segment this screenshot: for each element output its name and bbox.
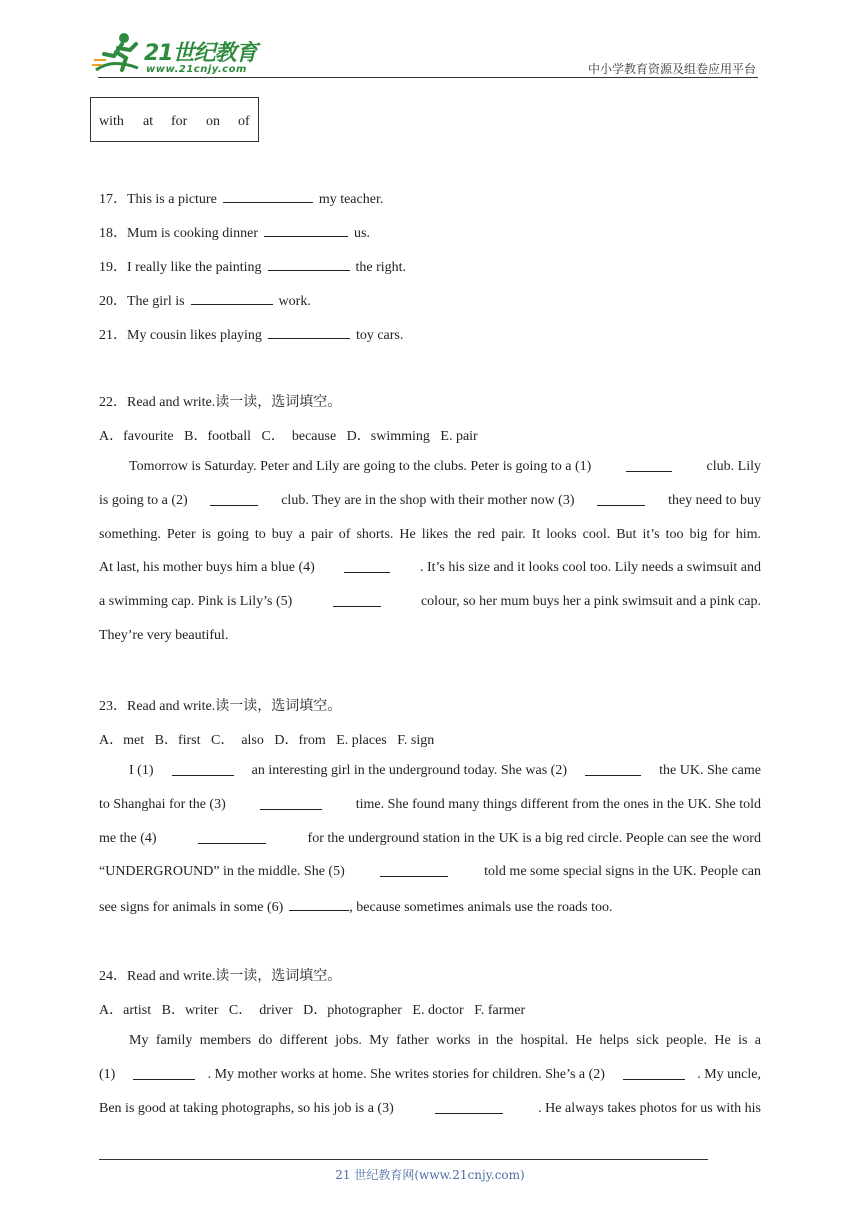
passage-text: colour, so her mum buys her a pink swimsuit and a pink cap. [420,594,761,609]
passage-text: an interesting girl in the underground today. She was (2) [251,763,567,778]
passage-text: At last, his mother buys him a blue (4) [99,560,315,575]
question-22-line-6: They’re very beautiful. [99,628,229,643]
answer-blank[interactable] [585,763,641,776]
passage-text: “UNDERGROUND” in the middle. She (5) [99,864,345,879]
question-text: work. [278,294,311,309]
answer-blank[interactable] [264,224,348,237]
passage-text: . He always takes photos for us with his [538,1101,761,1116]
question-21 [99,324,403,344]
answer-blank[interactable] [380,864,448,877]
question-23-line-3 [99,831,761,847]
passage-text: see signs for animals in some (6) [99,900,284,915]
question-23-line-1 [129,763,761,779]
question-23-options: A．met B．first C． also D．from E. places F. sign [99,733,435,748]
question-text: the right. [355,260,407,275]
question-22-line-1 [129,459,761,475]
question-number: 18． [99,226,127,241]
question-20 [99,290,311,310]
answer-blank[interactable] [435,1101,503,1114]
passage-text: told me some special signs in the UK. People can [484,864,761,879]
passage-text: for the underground station in the UK is a big red circle. People can see the word [307,831,761,846]
answer-blank[interactable] [333,594,381,607]
answer-blank[interactable] [623,1067,685,1080]
question-24-line-3 [99,1101,761,1117]
question-23-line-4 [99,864,761,880]
question-number: 19． [99,260,127,275]
question-text: us. [354,226,370,241]
passage-text: (1) [99,1067,116,1082]
answer-blank[interactable] [289,898,349,911]
question-text: my teacher. [318,192,384,207]
word-bank-box [90,97,259,142]
word-bank-item: with [99,114,124,129]
question-22-line-5 [99,594,761,610]
passage-text: , because sometimes animals use the roads too. [349,900,613,915]
passage-text: a swimming cap. Pink is Lily’s (5) [99,594,293,609]
question-18 [99,222,370,242]
answer-blank[interactable] [198,831,266,844]
question-text: Mum is cooking dinner [127,226,259,241]
question-22-title: 22．Read and write.读一读，选词填空。 [99,395,342,410]
answer-blank[interactable] [268,258,350,271]
passage-text: they need to buy [668,493,761,508]
question-22-options: A．favourite B．football C． because D．swimming E. pair [99,429,478,444]
logo-title: 21世纪教育 [144,41,257,66]
word-bank-item: for [171,114,188,129]
answer-blank[interactable] [223,190,313,203]
header-divider [98,77,758,78]
question-23-line-2 [99,797,761,813]
passage-text: time. She found many things different from the ones in the UK. She told [355,797,761,812]
passage-text: . My uncle, [697,1067,761,1082]
answer-blank[interactable] [210,493,258,506]
answer-blank[interactable] [344,560,390,573]
passage-text: . My mother works at home. She writes stories for children. She’s a (2) [207,1067,605,1082]
word-bank-item: at [143,114,154,129]
passage-text: me the (4) [99,831,157,846]
passage-text: Tomorrow is Saturday. Peter and Lily are going to the clubs. Peter is going to a (1) [129,459,592,474]
question-text: toy cars. [355,328,404,343]
question-22-line-3: something. Peter is going to buy a pair of shorts. He likes the red pair. It looks cool. But it’s too big for him. [99,527,761,542]
question-text: This is a picture [127,192,217,207]
passage-text: club. They are in the shop with their mother now (3) [281,493,575,508]
question-24-line-2 [99,1067,761,1083]
question-24-line-1: My family members do different jobs. My father works in the hospital. He helps sick people. He is a [129,1033,761,1048]
footer-link[interactable]: 21 世纪教育网(www.21cnjy.com) [335,1168,525,1182]
logo-url: www.21cnjy.com [146,64,247,75]
passage-text: Ben is good at taking photographs, so his job is a (3) [99,1101,394,1116]
answer-blank[interactable] [260,797,322,810]
question-22-line-4 [99,560,761,576]
header-platform-text: 中小学教育资源及组卷应用平台 [587,62,756,76]
site-logo [92,30,267,78]
question-number: 17． [99,192,127,207]
question-17 [99,188,383,208]
word-bank-item: on [206,114,220,129]
question-text: The girl is [127,294,185,309]
word-bank-item: of [238,114,250,129]
question-24-options: A．artist B．writer C． driver D．photographer E. doctor F. farmer [99,1003,526,1018]
runner-logo-icon [92,30,144,78]
question-19 [99,256,406,276]
answer-blank[interactable] [268,326,350,339]
question-24-title: 24．Read and write.读一读，选词填空。 [99,969,342,984]
answer-blank[interactable] [626,459,672,472]
passage-text: club. Lily [706,459,761,474]
question-number: 20． [99,294,127,309]
question-text: I really like the painting [127,260,262,275]
question-23-title: 23．Read and write.读一读，选词填空。 [99,699,342,714]
passage-text: the UK. She came [659,763,761,778]
question-number: 21． [99,328,127,343]
answer-blank[interactable] [172,763,234,776]
passage-text: to Shanghai for the (3) [99,797,226,812]
answer-blank[interactable] [133,1067,195,1080]
question-23-line-5 [99,898,613,916]
passage-text: is going to a (2) [99,493,188,508]
passage-text: . It’s his size and it looks cool too. Lily needs a swimsuit and [419,560,761,575]
footer-divider [99,1159,708,1160]
answer-blank[interactable] [597,493,645,506]
question-text: My cousin likes playing [127,328,262,343]
answer-blank[interactable] [191,292,273,305]
passage-text: I (1) [129,763,154,778]
question-22-line-2 [99,493,761,509]
